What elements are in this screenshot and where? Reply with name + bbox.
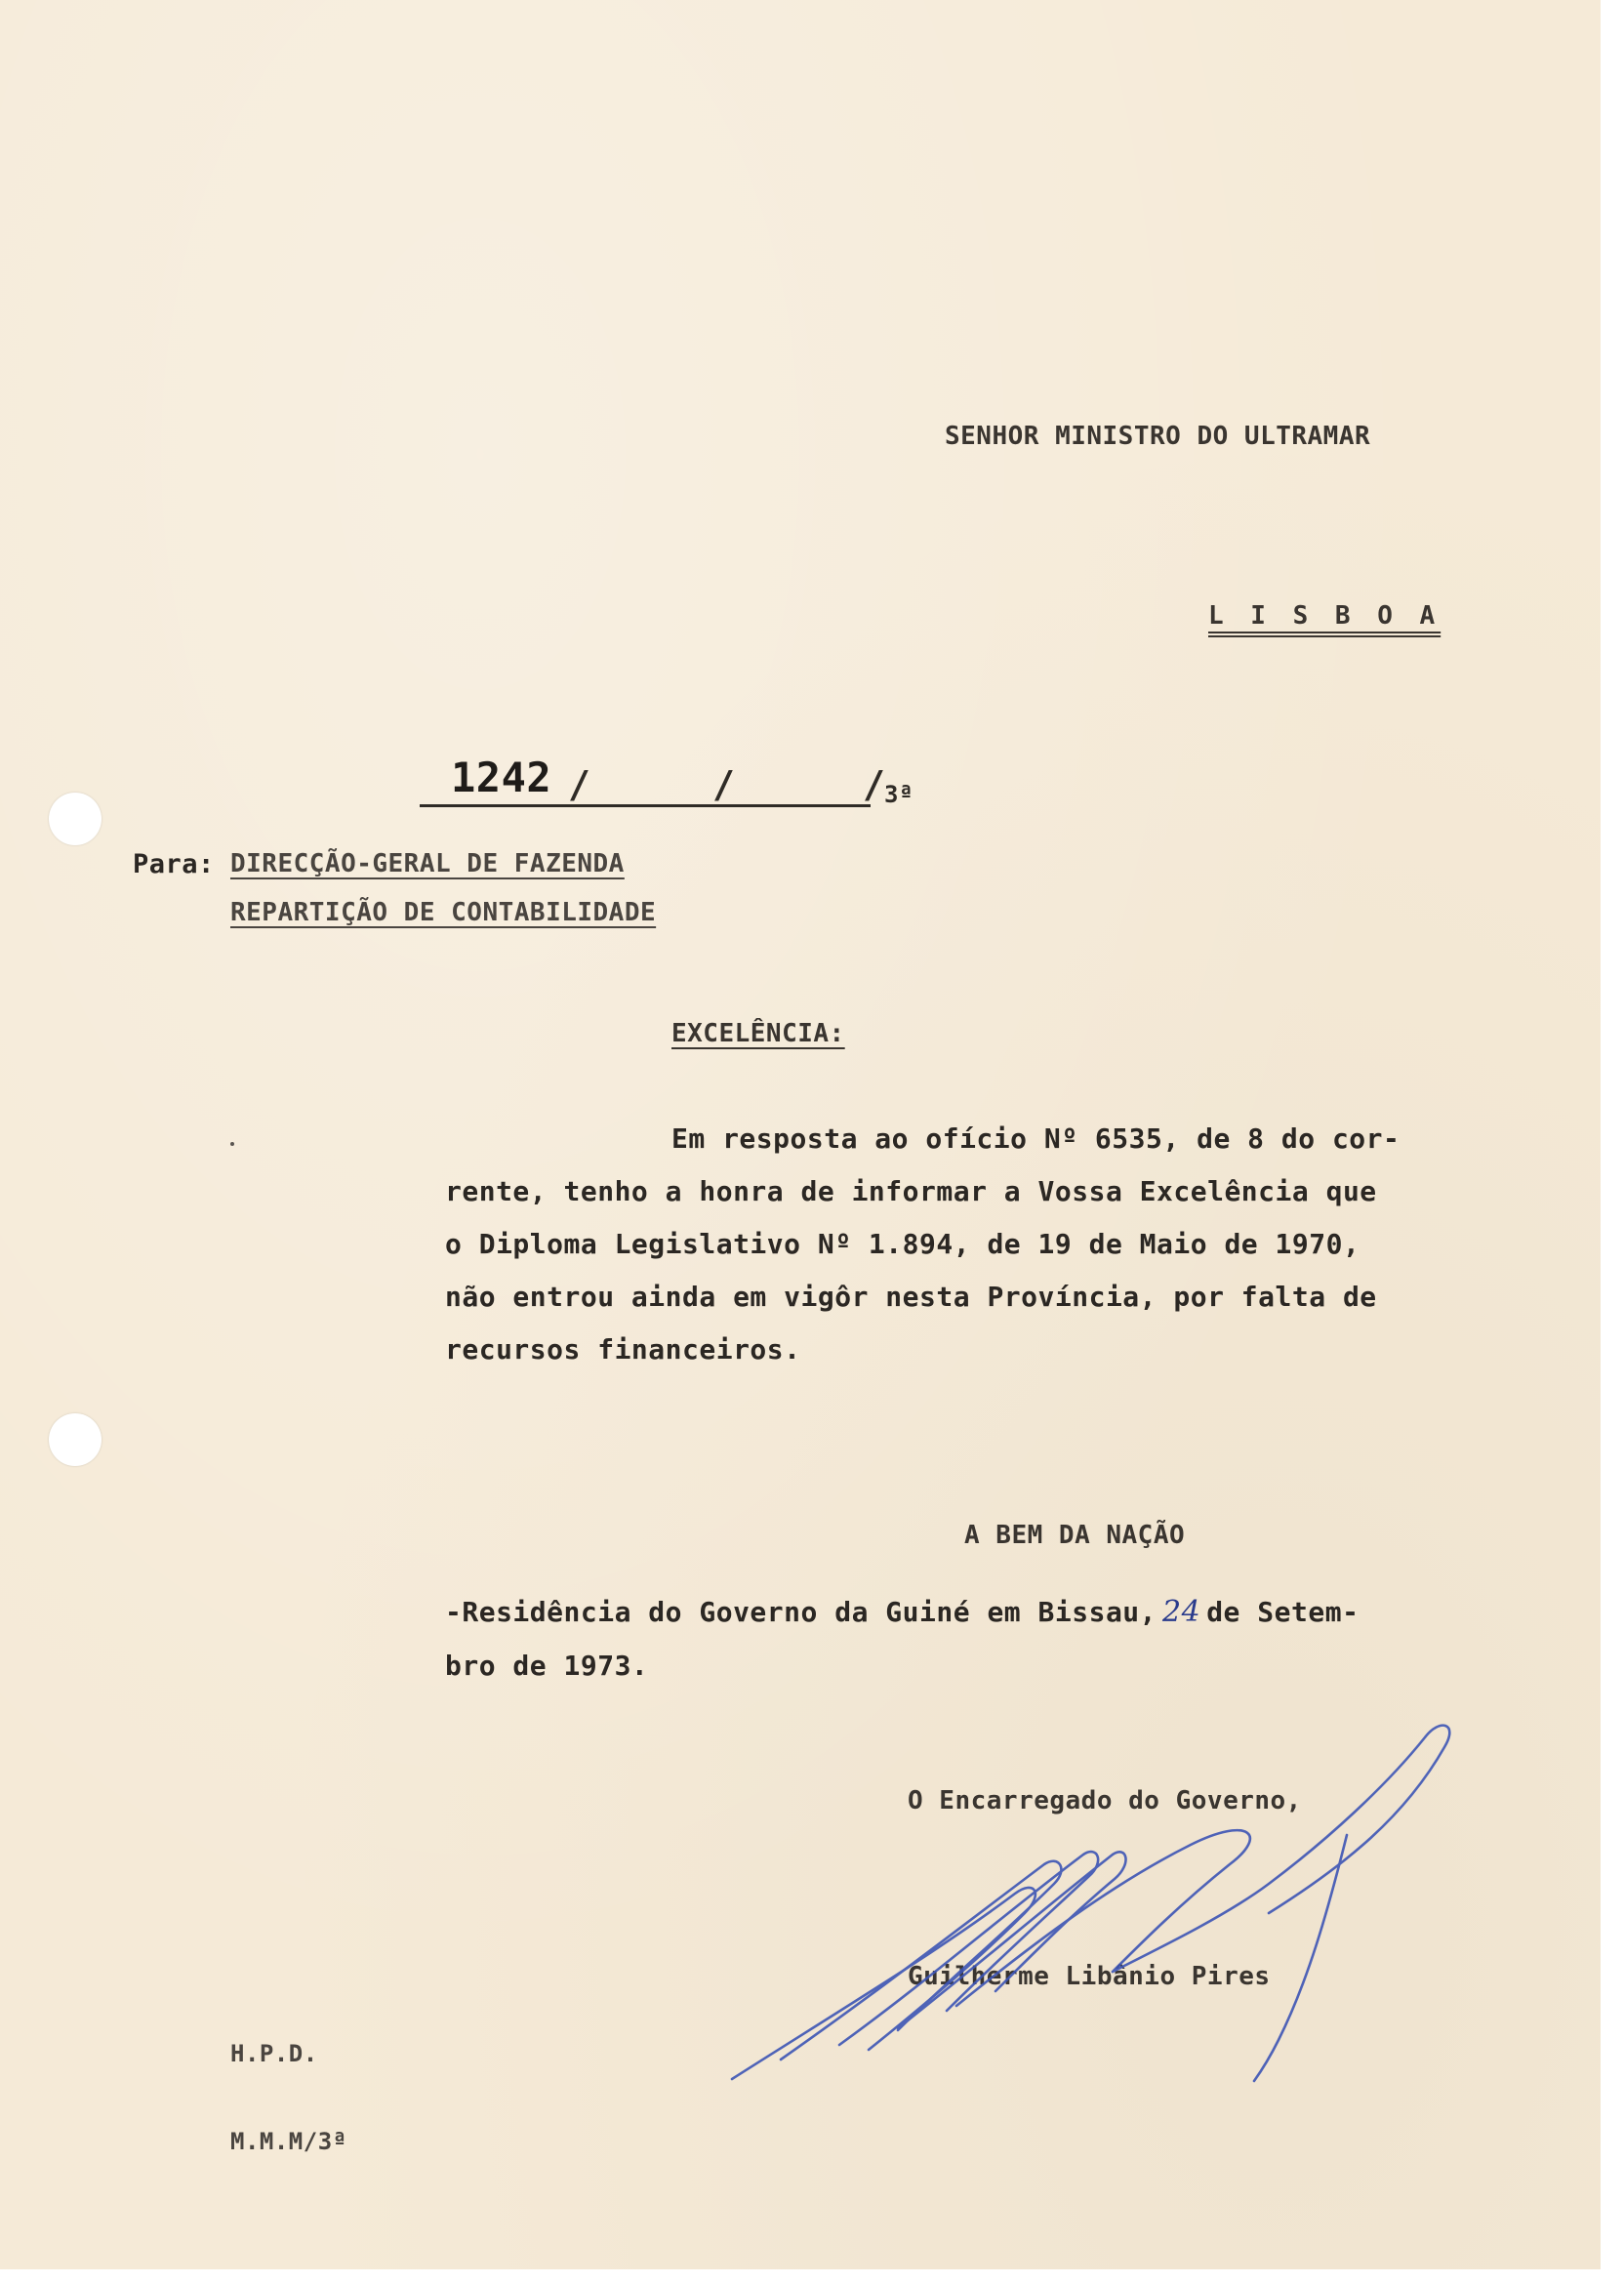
signatory-name: Guilherme Libânio Pires [908,1962,1271,1991]
signatory-title: O Encarregado do Governo, [908,1786,1302,1815]
body-line-5: recursos financeiros. [445,1333,801,1366]
place-date-text: -Residência do Governo da Guiné em Bissau, [445,1596,1157,1628]
salutation: EXCELÊNCIA: [671,1019,845,1048]
addressee-line: SENHOR MINISTRO DO ULTRAMAR [945,422,1371,451]
scan-margin-right [1601,0,1624,2284]
recipient-line-1: DIRECÇÃO-GERAL DE FAZENDA [230,849,625,878]
closing-motto: A BEM DA NAÇÃO [964,1521,1186,1550]
reference-number: 1242 [451,754,552,801]
paper-speck [230,1142,234,1146]
scan-margin-bottom [0,2269,1624,2284]
handwritten-signature [722,1718,1483,2089]
file-reference: M.M.M/3ª [230,2128,347,2155]
place-date-month: de Setem- [1206,1596,1360,1628]
body-line-2: rente, tenho a honra de informar a Vossa Excelência que [445,1175,1377,1207]
typist-initials: H.P.D. [230,2040,318,2067]
body-line-3: o Diploma Legislativo Nº 1.894, de 19 de Maio de 1970, [445,1228,1360,1260]
reference-underline [420,804,871,807]
punch-hole-top [49,793,102,845]
body-line-4: não entrou ainda em vigôr nesta Província, por falta de [445,1281,1377,1313]
body-line-1: Em resposta ao ofício Nº 6535, de 8 do cor- [671,1122,1401,1155]
reference-suffix: 3ª [884,781,914,808]
place-date-line-1 [445,1595,1359,1629]
reference-slash-2: / [712,763,736,806]
reference-slash-1: / [568,763,591,806]
para-label: Para: [133,849,215,879]
handwritten-day: 24 [1162,1595,1201,1629]
punch-hole-bottom [49,1413,102,1466]
reference-slash-3: / [863,763,886,806]
place-date-line-2: bro de 1973. [445,1650,649,1682]
addressee-city: L I S B O A [1208,601,1441,631]
recipient-line-2: REPARTIÇÃO DE CONTABILIDADE [230,898,657,927]
